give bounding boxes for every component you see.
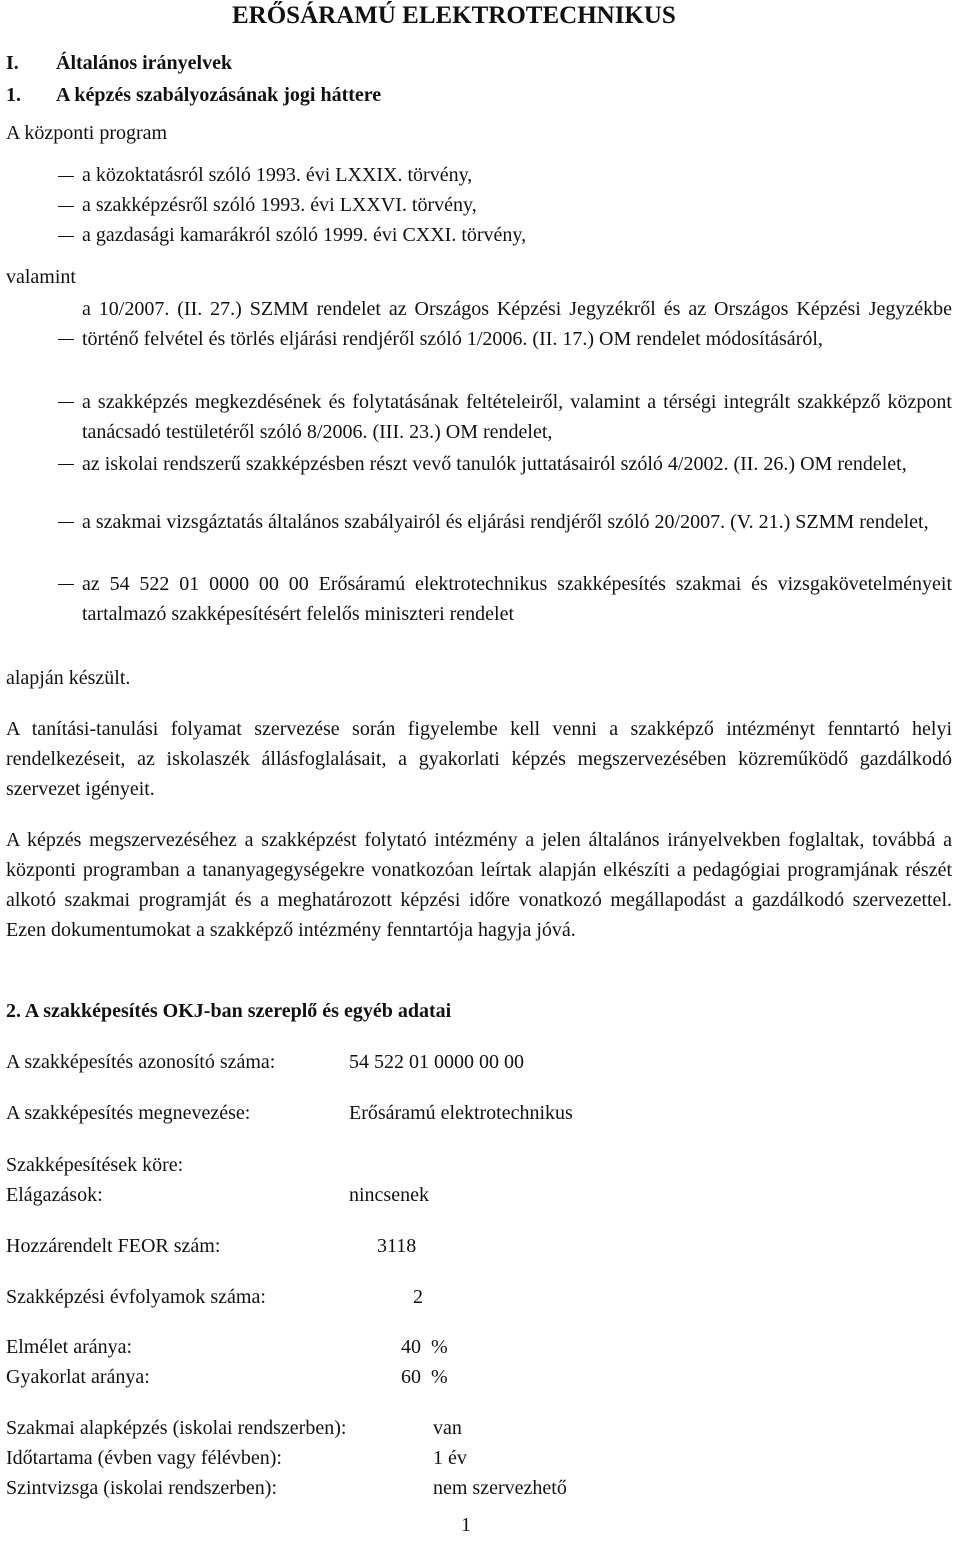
list-dash: [58, 464, 74, 465]
list-dash: [58, 522, 74, 523]
central-program-label: A központi program: [6, 122, 168, 144]
feor-label: Hozzárendelt FEOR szám:: [6, 1235, 221, 1257]
theory-label: Elmélet aránya:: [6, 1336, 133, 1358]
regulation-item: az 54 522 01 0000 00 00 Erősáramú elektrotechnikus szakképesítés szakmai és vizsgakövetelményeit tartalmazó szakképesítésért felelős miniszteri rendelet: [82, 573, 952, 625]
regulation-item: a szakképzés megkezdésének és folytatásának feltételeiről, valamint a térségi integrált szakképző központ tanácsadó testületéről szóló 8/2006. (III. 23.) OM rendelet,: [82, 391, 952, 443]
section-1-heading: Általános irányelvek: [56, 52, 233, 74]
regulation-item: az iskolai rendszerű szakképzésben részt vevő tanulók juttatásairól szóló 4/2002. (II. 26.) OM rendelet,: [82, 453, 907, 475]
id-label: A szakképesítés azonosító száma:: [6, 1051, 276, 1073]
list-dash: [58, 206, 74, 207]
page-number: 1: [461, 1514, 471, 1536]
level-exam-label: Szintvizsga (iskolai rendszerben):: [6, 1477, 278, 1499]
alapjan-label: alapján készült.: [6, 667, 131, 689]
section-1-1-heading: A képzés szabályozásának jogi háttere: [56, 84, 382, 106]
law-item: a közoktatásról szóló 1993. évi LXXIX. törvény,: [82, 164, 473, 186]
list-dash: [58, 339, 74, 340]
id-value: 54 522 01 0000 00 00: [349, 1051, 524, 1073]
document-title: ERŐSÁRAMÚ ELEKTROTECHNIKUS: [232, 2, 676, 29]
paragraph: [6, 714, 952, 804]
basic-training-label: Szakmai alapképzés (iskolai rendszerben):: [6, 1417, 347, 1439]
years-value: 2: [413, 1286, 423, 1308]
practice-percent: %: [431, 1366, 448, 1388]
scope-label: Szakképesítések köre:: [6, 1154, 184, 1176]
duration-label: Időtartama (évben vagy félévben):: [6, 1447, 282, 1469]
paragraph: [6, 825, 952, 945]
branches-value: nincsenek: [349, 1184, 429, 1206]
valamint-label: valamint: [6, 266, 76, 288]
list-dash: [58, 176, 74, 177]
paragraph-text: A tanítási-tanulási folyamat szervezése során figyelembe kell venni a szakképző intézményt fenntartó helyi rendelkezéseit, az iskolaszék állásfoglalásait, a gyakorlati képzés megszervezésében közreműködő gazdálkodó szervezet igényeit.: [6, 718, 952, 800]
level-exam-value: nem szervezhető: [433, 1477, 567, 1499]
section-1-number: I.: [6, 52, 19, 74]
duration-value: 1 év: [433, 1447, 467, 1469]
basic-training-value: van: [433, 1417, 462, 1439]
feor-value: 3118: [377, 1235, 417, 1257]
name-label: A szakképesítés megnevezése:: [6, 1102, 251, 1124]
practice-label: Gyakorlat aránya:: [6, 1366, 150, 1388]
list-dash: [58, 584, 74, 585]
paragraph-text: A képzés megszervezéséhez a szakképzést folytató intézmény a jelen általános irányelvekben foglaltak, továbbá a központi programban a tananyagegységekre vonatkozóan leírtak alapján elkészíti a pedagógiai programjának részét alkotó szakmai programját és a meghatározott képzési időre vonatkozó megállapodást a gazdálkodó szervezettel. Ezen dokumentumokat a szakképző intézmény fenntartója hagyja jóvá.: [6, 829, 952, 941]
regulation-item: a szakmai vizsgáztatás általános szabályairól és eljárási rendjéről szóló 20/2007. (V. 21.) SZMM rendelet,: [82, 511, 929, 533]
practice-value: 60: [401, 1366, 421, 1388]
years-label: Szakképzési évfolyamok száma:: [6, 1286, 266, 1308]
regulation-item: a 10/2007. (II. 27.) SZMM rendelet az Országos Képzési Jegyzékről és az Országos Képzési Jegyzékbe történő felvétel és törlés eljárási rendjéről szóló 1/2006. (II. 17.) OM rendelet módosításáról,: [82, 298, 952, 350]
law-item: a gazdasági kamarákról szóló 1999. évi CXXI. törvény,: [82, 224, 527, 246]
list-dash: [58, 402, 74, 403]
theory-value: 40: [401, 1336, 421, 1358]
theory-percent: %: [431, 1336, 448, 1358]
name-value: Erősáramú elektrotechnikus: [349, 1102, 573, 1124]
law-item: a szakképzésről szóló 1993. évi LXXVI. törvény,: [82, 194, 477, 216]
section-1-1-number: 1.: [6, 84, 21, 106]
section-2-heading: 2. A szakképesítés OKJ-ban szereplő és egyéb adatai: [6, 1000, 452, 1022]
branches-label: Elágazások:: [6, 1184, 103, 1206]
list-dash: [58, 236, 74, 237]
